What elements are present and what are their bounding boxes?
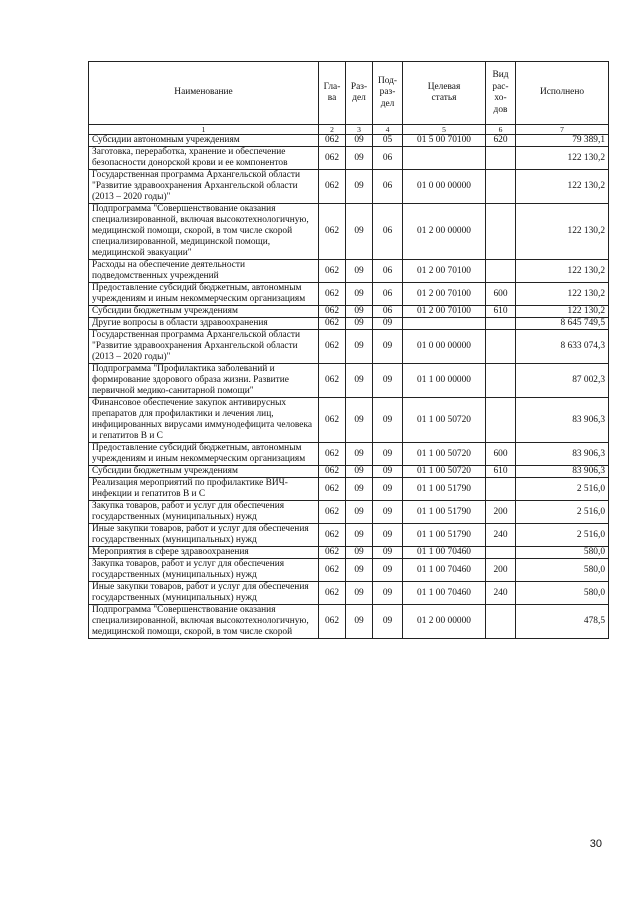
row-chapter: 062	[319, 364, 346, 398]
row-subsection: 06	[373, 147, 403, 170]
header-expense-type: Вид рас- хо- дов	[486, 62, 516, 125]
row-expense-type	[486, 260, 516, 283]
row-amount: 580,0	[516, 559, 609, 582]
row-amount: 122 130,2	[516, 283, 609, 306]
row-target: 01 0 00 00000	[403, 330, 486, 364]
row-chapter: 062	[319, 559, 346, 582]
row-name: Иные закупки товаров, работ и услуг для обеспечения государственных (муниципальных) нужд	[89, 524, 319, 547]
row-chapter: 062	[319, 260, 346, 283]
row-section: 09	[346, 466, 373, 478]
row-chapter: 062	[319, 283, 346, 306]
table-row	[89, 466, 609, 478]
row-expense-type: 240	[486, 582, 516, 605]
row-name: Иные закупки товаров, работ и услуг для обеспечения государственных (муниципальных) нужд	[89, 582, 319, 605]
row-section: 09	[346, 559, 373, 582]
row-target: 01 2 00 00000	[403, 204, 486, 260]
row-target: 01 1 00 51790	[403, 524, 486, 547]
row-expense-type	[486, 478, 516, 501]
row-subsection: 09	[373, 466, 403, 478]
row-target: 01 2 00 70100	[403, 306, 486, 318]
row-name: Мероприятия в сфере здравоохранения	[89, 547, 319, 559]
row-expense-type	[486, 170, 516, 204]
row-expense-type	[486, 147, 516, 170]
row-target: 01 1 00 50720	[403, 398, 486, 443]
row-name: Государственная программа Архангельской области "Развитие здравоохранения Архангельской области (2013 – 2020 годы)"	[89, 330, 319, 364]
row-section: 09	[346, 582, 373, 605]
row-name: Реализация мероприятий по профилактике ВИЧ-инфекции и гепатитов В и С	[89, 478, 319, 501]
row-name: Субсидии бюджетным учреждениям	[89, 306, 319, 318]
row-chapter: 062	[319, 443, 346, 466]
row-amount: 87 002,3	[516, 364, 609, 398]
column-number-row	[89, 125, 609, 135]
table-row	[89, 398, 609, 443]
row-amount: 8 633 074,3	[516, 330, 609, 364]
row-amount: 2 516,0	[516, 478, 609, 501]
table-row	[89, 306, 609, 318]
row-section: 09	[346, 135, 373, 147]
row-expense-type: 240	[486, 524, 516, 547]
row-amount: 580,0	[516, 582, 609, 605]
row-subsection: 09	[373, 559, 403, 582]
row-section: 09	[346, 547, 373, 559]
column-number: 3	[346, 125, 373, 135]
row-section: 09	[346, 283, 373, 306]
row-amount: 122 130,2	[516, 204, 609, 260]
row-expense-type	[486, 605, 516, 639]
column-number: 2	[319, 125, 346, 135]
row-target: 01 5 00 70100	[403, 135, 486, 147]
row-name: Подпрограмма "Профилактика заболеваний и формирование здорового образа жизни. Развитие первичной медико-санитарной помощи"	[89, 364, 319, 398]
row-expense-type	[486, 398, 516, 443]
row-subsection: 09	[373, 524, 403, 547]
row-subsection: 09	[373, 318, 403, 330]
table-row	[89, 605, 609, 639]
row-amount: 580,0	[516, 547, 609, 559]
row-section: 09	[346, 318, 373, 330]
table-header-row	[89, 62, 609, 125]
row-chapter: 062	[319, 170, 346, 204]
row-expense-type	[486, 204, 516, 260]
row-section: 09	[346, 170, 373, 204]
row-target: 01 1 00 50720	[403, 466, 486, 478]
header-target: Целевая статья	[403, 62, 486, 125]
row-section: 09	[346, 147, 373, 170]
row-target: 01 1 00 50720	[403, 443, 486, 466]
row-target: 01 1 00 51790	[403, 478, 486, 501]
table-row	[89, 135, 609, 147]
row-target: 01 1 00 70460	[403, 547, 486, 559]
row-chapter: 062	[319, 524, 346, 547]
table-row	[89, 283, 609, 306]
table-row	[89, 147, 609, 170]
row-target: 01 2 00 00000	[403, 605, 486, 639]
row-chapter: 062	[319, 398, 346, 443]
table-row	[89, 501, 609, 524]
row-section: 09	[346, 443, 373, 466]
row-subsection: 06	[373, 283, 403, 306]
row-name: Подпрограмма "Совершенствование оказания специализированной, включая высокотехнологичную, медицинской помощи, скорой, в том числе скорой	[89, 605, 319, 639]
row-section: 09	[346, 364, 373, 398]
column-number: 1	[89, 125, 319, 135]
row-name: Государственная программа Архангельской области "Развитие здравоохранения Архангельской области (2013 – 2020 годы)"	[89, 170, 319, 204]
column-number: 5	[403, 125, 486, 135]
row-expense-type	[486, 547, 516, 559]
row-name: Предоставление субсидий бюджетным, автономным учреждениям и иным некоммерческим организациям	[89, 443, 319, 466]
table-row	[89, 170, 609, 204]
row-expense-type	[486, 318, 516, 330]
row-subsection: 05	[373, 135, 403, 147]
row-chapter: 062	[319, 478, 346, 501]
column-number: 7	[516, 125, 609, 135]
table-row	[89, 524, 609, 547]
table-row	[89, 330, 609, 364]
row-name: Заготовка, переработка, хранение и обеспечение безопасности донорской крови и ее компонентов	[89, 147, 319, 170]
row-name: Закупка товаров, работ и услуг для обеспечения государственных (муниципальных) нужд	[89, 559, 319, 582]
row-subsection: 06	[373, 204, 403, 260]
row-expense-type: 610	[486, 466, 516, 478]
row-amount: 83 906,3	[516, 443, 609, 466]
row-name: Субсидии автономным учреждениям	[89, 135, 319, 147]
table-row	[89, 318, 609, 330]
row-subsection: 09	[373, 605, 403, 639]
row-subsection: 09	[373, 582, 403, 605]
header-executed: Исполнено	[516, 62, 609, 125]
row-amount: 83 906,3	[516, 398, 609, 443]
row-target: 01 1 00 51790	[403, 501, 486, 524]
row-section: 09	[346, 478, 373, 501]
row-name: Расходы на обеспечение деятельности подведомственных учреждений	[89, 260, 319, 283]
row-amount: 2 516,0	[516, 524, 609, 547]
row-subsection: 06	[373, 306, 403, 318]
row-chapter: 062	[319, 582, 346, 605]
row-expense-type: 200	[486, 559, 516, 582]
row-section: 09	[346, 204, 373, 260]
row-target: 01 1 00 70460	[403, 559, 486, 582]
row-expense-type: 620	[486, 135, 516, 147]
page-number: 30	[589, 838, 602, 850]
row-subsection: 09	[373, 501, 403, 524]
row-amount: 122 130,2	[516, 260, 609, 283]
table-row	[89, 559, 609, 582]
row-chapter: 062	[319, 501, 346, 524]
header-section: Раз- дел	[346, 62, 373, 125]
row-expense-type: 600	[486, 443, 516, 466]
row-chapter: 062	[319, 466, 346, 478]
budget-execution-table	[88, 61, 609, 639]
row-chapter: 062	[319, 605, 346, 639]
row-name: Финансовое обеспечение закупок антивирусных препаратов для профилактики и лечения лиц, инфицированных вирусами иммунодефицита человека и гепатитов В и С	[89, 398, 319, 443]
row-subsection: 09	[373, 478, 403, 501]
row-name: Подпрограмма "Совершенствование оказания специализированной, включая высокотехнологичную, медицинской помощи, скорой, в том числе скорой специализированной, медицинской помощи, медицинской эвакуации"	[89, 204, 319, 260]
row-section: 09	[346, 398, 373, 443]
row-amount: 478,5	[516, 605, 609, 639]
row-chapter: 062	[319, 204, 346, 260]
header-subsection: Под- раз- дел	[373, 62, 403, 125]
row-subsection: 06	[373, 170, 403, 204]
row-subsection: 09	[373, 364, 403, 398]
row-expense-type: 200	[486, 501, 516, 524]
row-subsection: 06	[373, 260, 403, 283]
row-name: Субсидии бюджетным учреждениям	[89, 466, 319, 478]
row-section: 09	[346, 524, 373, 547]
row-amount: 122 130,2	[516, 170, 609, 204]
row-amount: 83 906,3	[516, 466, 609, 478]
row-amount: 122 130,2	[516, 147, 609, 170]
row-target: 01 0 00 00000	[403, 170, 486, 204]
header-chapter: Гла- ва	[319, 62, 346, 125]
table-row	[89, 364, 609, 398]
row-section: 09	[346, 306, 373, 318]
row-section: 09	[346, 330, 373, 364]
table-row	[89, 547, 609, 559]
row-chapter: 062	[319, 330, 346, 364]
row-name: Предоставление субсидий бюджетным, автономным учреждениям и иным некоммерческим организациям	[89, 283, 319, 306]
row-chapter: 062	[319, 318, 346, 330]
row-subsection: 09	[373, 330, 403, 364]
row-chapter: 062	[319, 135, 346, 147]
row-section: 09	[346, 260, 373, 283]
row-amount: 122 130,2	[516, 306, 609, 318]
row-target	[403, 318, 486, 330]
column-number: 6	[486, 125, 516, 135]
table-row	[89, 204, 609, 260]
row-chapter: 062	[319, 547, 346, 559]
row-target: 01 2 00 70100	[403, 260, 486, 283]
row-amount: 8 645 749,5	[516, 318, 609, 330]
row-chapter: 062	[319, 306, 346, 318]
table-row	[89, 443, 609, 466]
row-expense-type: 610	[486, 306, 516, 318]
row-subsection: 09	[373, 547, 403, 559]
row-name: Закупка товаров, работ и услуг для обеспечения государственных (муниципальных) нужд	[89, 501, 319, 524]
row-target: 01 1 00 00000	[403, 364, 486, 398]
header-name: Наименование	[89, 62, 319, 125]
table-row	[89, 260, 609, 283]
row-section: 09	[346, 501, 373, 524]
row-name: Другие вопросы в области здравоохранения	[89, 318, 319, 330]
row-amount: 79 389,1	[516, 135, 609, 147]
row-target: 01 2 00 70100	[403, 283, 486, 306]
row-amount: 2 516,0	[516, 501, 609, 524]
column-number: 4	[373, 125, 403, 135]
row-expense-type	[486, 330, 516, 364]
row-expense-type	[486, 364, 516, 398]
table-row	[89, 478, 609, 501]
row-chapter: 062	[319, 147, 346, 170]
row-section: 09	[346, 605, 373, 639]
row-target	[403, 147, 486, 170]
table-row	[89, 582, 609, 605]
row-target: 01 1 00 70460	[403, 582, 486, 605]
row-subsection: 09	[373, 443, 403, 466]
row-expense-type: 600	[486, 283, 516, 306]
row-subsection: 09	[373, 398, 403, 443]
